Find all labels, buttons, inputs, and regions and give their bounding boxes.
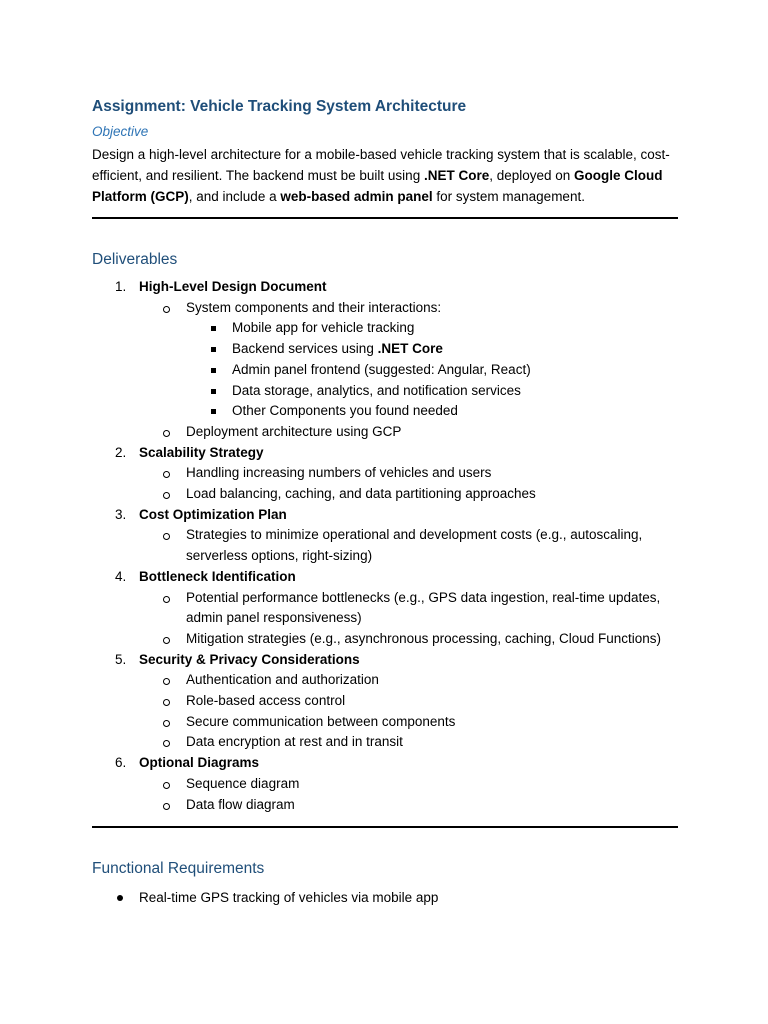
deliverable-number: 6.: [115, 755, 127, 771]
circle-bullet-icon: [163, 782, 170, 789]
deliverable-subsubitem-text: Admin panel frontend (suggested: Angular, React): [232, 361, 531, 377]
square-bullet-icon: [211, 326, 216, 331]
page-title: Assignment: Vehicle Tracking System Architecture: [92, 98, 467, 115]
deliverable-subitem: [139, 422, 678, 443]
deliverable-subitem-text: Sequence diagram: [186, 775, 300, 791]
objective-label: Objective: [92, 124, 149, 139]
circle-bullet-icon: [163, 430, 170, 437]
deliverable-number: 2.: [115, 444, 127, 460]
deliverable-subitem: [139, 732, 678, 753]
deliverable-subsubitem: [186, 360, 678, 381]
document-page: [92, 96, 678, 909]
circle-bullet-icon: [163, 492, 170, 499]
deliverables-heading: Deliverables: [92, 251, 178, 268]
section-divider: [92, 826, 678, 828]
deliverables-list: [92, 277, 678, 815]
deliverable-subitem: [139, 691, 678, 712]
circle-bullet-icon: [163, 596, 170, 603]
deliverable-item: [92, 753, 678, 815]
deliverable-number: 4.: [115, 568, 127, 584]
deliverable-subsubitem-text: Mobile app for vehicle tracking: [232, 320, 415, 336]
deliverable-subitem: [139, 670, 678, 691]
deliverable-number: 5.: [115, 651, 127, 667]
deliverable-subitem: [139, 588, 678, 629]
square-bullet-icon: [211, 389, 216, 394]
deliverable-subsubitem-bold: .NET Core: [377, 341, 443, 357]
deliverable-subitem-text: Deployment architecture using GCP: [186, 423, 402, 439]
deliverable-subsubitem-text: Backend services using: [232, 341, 378, 357]
deliverable-title: Optional Diagrams: [139, 755, 260, 771]
functional-requirements-list: [92, 888, 678, 909]
deliverable-subitem: [139, 463, 678, 484]
deliverable-title: High-Level Design Document: [139, 279, 327, 294]
circle-bullet-icon: [163, 471, 170, 478]
deliverable-sublist: [139, 670, 678, 753]
circle-bullet-icon: [163, 740, 170, 747]
deliverable-number: 3.: [115, 506, 127, 522]
objective-paragraph: [92, 144, 678, 207]
deliverable-subitem-text: Potential performance bottlenecks (e.g., GPS data ingestion, real-time updates, admin panel responsiveness): [186, 589, 661, 626]
deliverable-subitem: [139, 298, 678, 422]
dot-bullet-icon: [117, 895, 123, 901]
circle-bullet-icon: [163, 306, 170, 313]
circle-bullet-icon: [163, 803, 170, 810]
deliverable-item: [92, 443, 678, 505]
deliverable-item: [92, 277, 678, 443]
circle-bullet-icon: [163, 637, 170, 644]
deliverable-subitem: [139, 525, 678, 566]
deliverable-item: [92, 505, 678, 567]
section-divider: [92, 217, 678, 219]
deliverable-item: [92, 650, 678, 754]
deliverable-sublist: [139, 588, 678, 650]
deliverable-subitem-text: Data flow diagram: [186, 796, 295, 812]
deliverable-subitem-text: Mitigation strategies (e.g., asynchronous processing, caching, Cloud Functions): [186, 630, 661, 646]
deliverable-subitem: [139, 484, 678, 505]
square-bullet-icon: [211, 347, 216, 352]
deliverable-subitem-text: Handling increasing numbers of vehicles and users: [186, 465, 492, 481]
circle-bullet-icon: [163, 720, 170, 727]
deliverable-subsubitem-text: Other Components you found needed: [232, 403, 458, 419]
functional-requirements-heading: Functional Requirements: [92, 860, 265, 878]
functional-requirement-item: [92, 888, 678, 909]
deliverable-subsublist: [186, 318, 678, 422]
deliverable-title: Scalability Strategy: [139, 444, 264, 460]
objective-bold-gcp: Google Cloud Platform (GCP): [92, 168, 663, 204]
deliverable-subitem-text: Strategies to minimize operational and development costs (e.g., autoscaling, serverless options, right-sizing): [186, 527, 643, 564]
deliverable-subitem: [139, 712, 678, 733]
circle-bullet-icon: [163, 678, 170, 685]
deliverable-subitem: [139, 629, 678, 650]
deliverable-subitem-text: Role-based access control: [186, 693, 346, 709]
deliverable-subitem-text: System components and their interactions:: [186, 299, 442, 315]
objective-bold-admin-panel: web-based admin panel: [280, 189, 433, 204]
deliverable-subitem-text: Load balancing, caching, and data partitioning approaches: [186, 486, 536, 502]
deliverable-title: Bottleneck Identification: [139, 568, 296, 584]
objective-text-4: for system management.: [432, 189, 585, 204]
deliverable-subitem: [139, 774, 678, 795]
objective-text-3: , and include a: [188, 189, 281, 204]
circle-bullet-icon: [163, 533, 170, 540]
deliverable-subsubitem-text: Data storage, analytics, and notification services: [232, 382, 521, 398]
objective-text-2: , deployed on: [489, 168, 575, 183]
deliverable-number: 1.: [115, 279, 127, 294]
deliverable-sublist: [139, 298, 678, 443]
deliverable-subsubitem: [186, 381, 678, 402]
deliverable-subsubitem: [186, 401, 678, 422]
square-bullet-icon: [211, 409, 216, 414]
deliverable-title: Cost Optimization Plan: [139, 506, 287, 522]
deliverable-sublist: [139, 463, 678, 504]
deliverable-subitem-text: Data encryption at rest and in transit: [186, 734, 403, 750]
deliverable-title: Security & Privacy Considerations: [139, 651, 360, 667]
deliverable-item: [92, 567, 678, 650]
deliverable-subsubitem: [186, 339, 678, 360]
deliverable-sublist: [139, 774, 678, 815]
functional-requirement-text: Real-time GPS tracking of vehicles via mobile app: [139, 890, 439, 906]
objective-text-1: Design a high-level architecture for a mobile-based vehicle tracking system that is scalable, cost-efficient, and resilient. The backend must be built using: [92, 147, 670, 183]
deliverable-subsubitem: [186, 318, 678, 339]
deliverable-subitem-text: Secure communication between components: [186, 713, 456, 729]
square-bullet-icon: [211, 368, 216, 373]
deliverable-subitem-text: Authentication and authorization: [186, 672, 379, 688]
objective-bold-dotnet: .NET Core: [423, 168, 490, 183]
deliverable-sublist: [139, 525, 678, 566]
circle-bullet-icon: [163, 699, 170, 706]
deliverable-subitem: [139, 795, 678, 816]
